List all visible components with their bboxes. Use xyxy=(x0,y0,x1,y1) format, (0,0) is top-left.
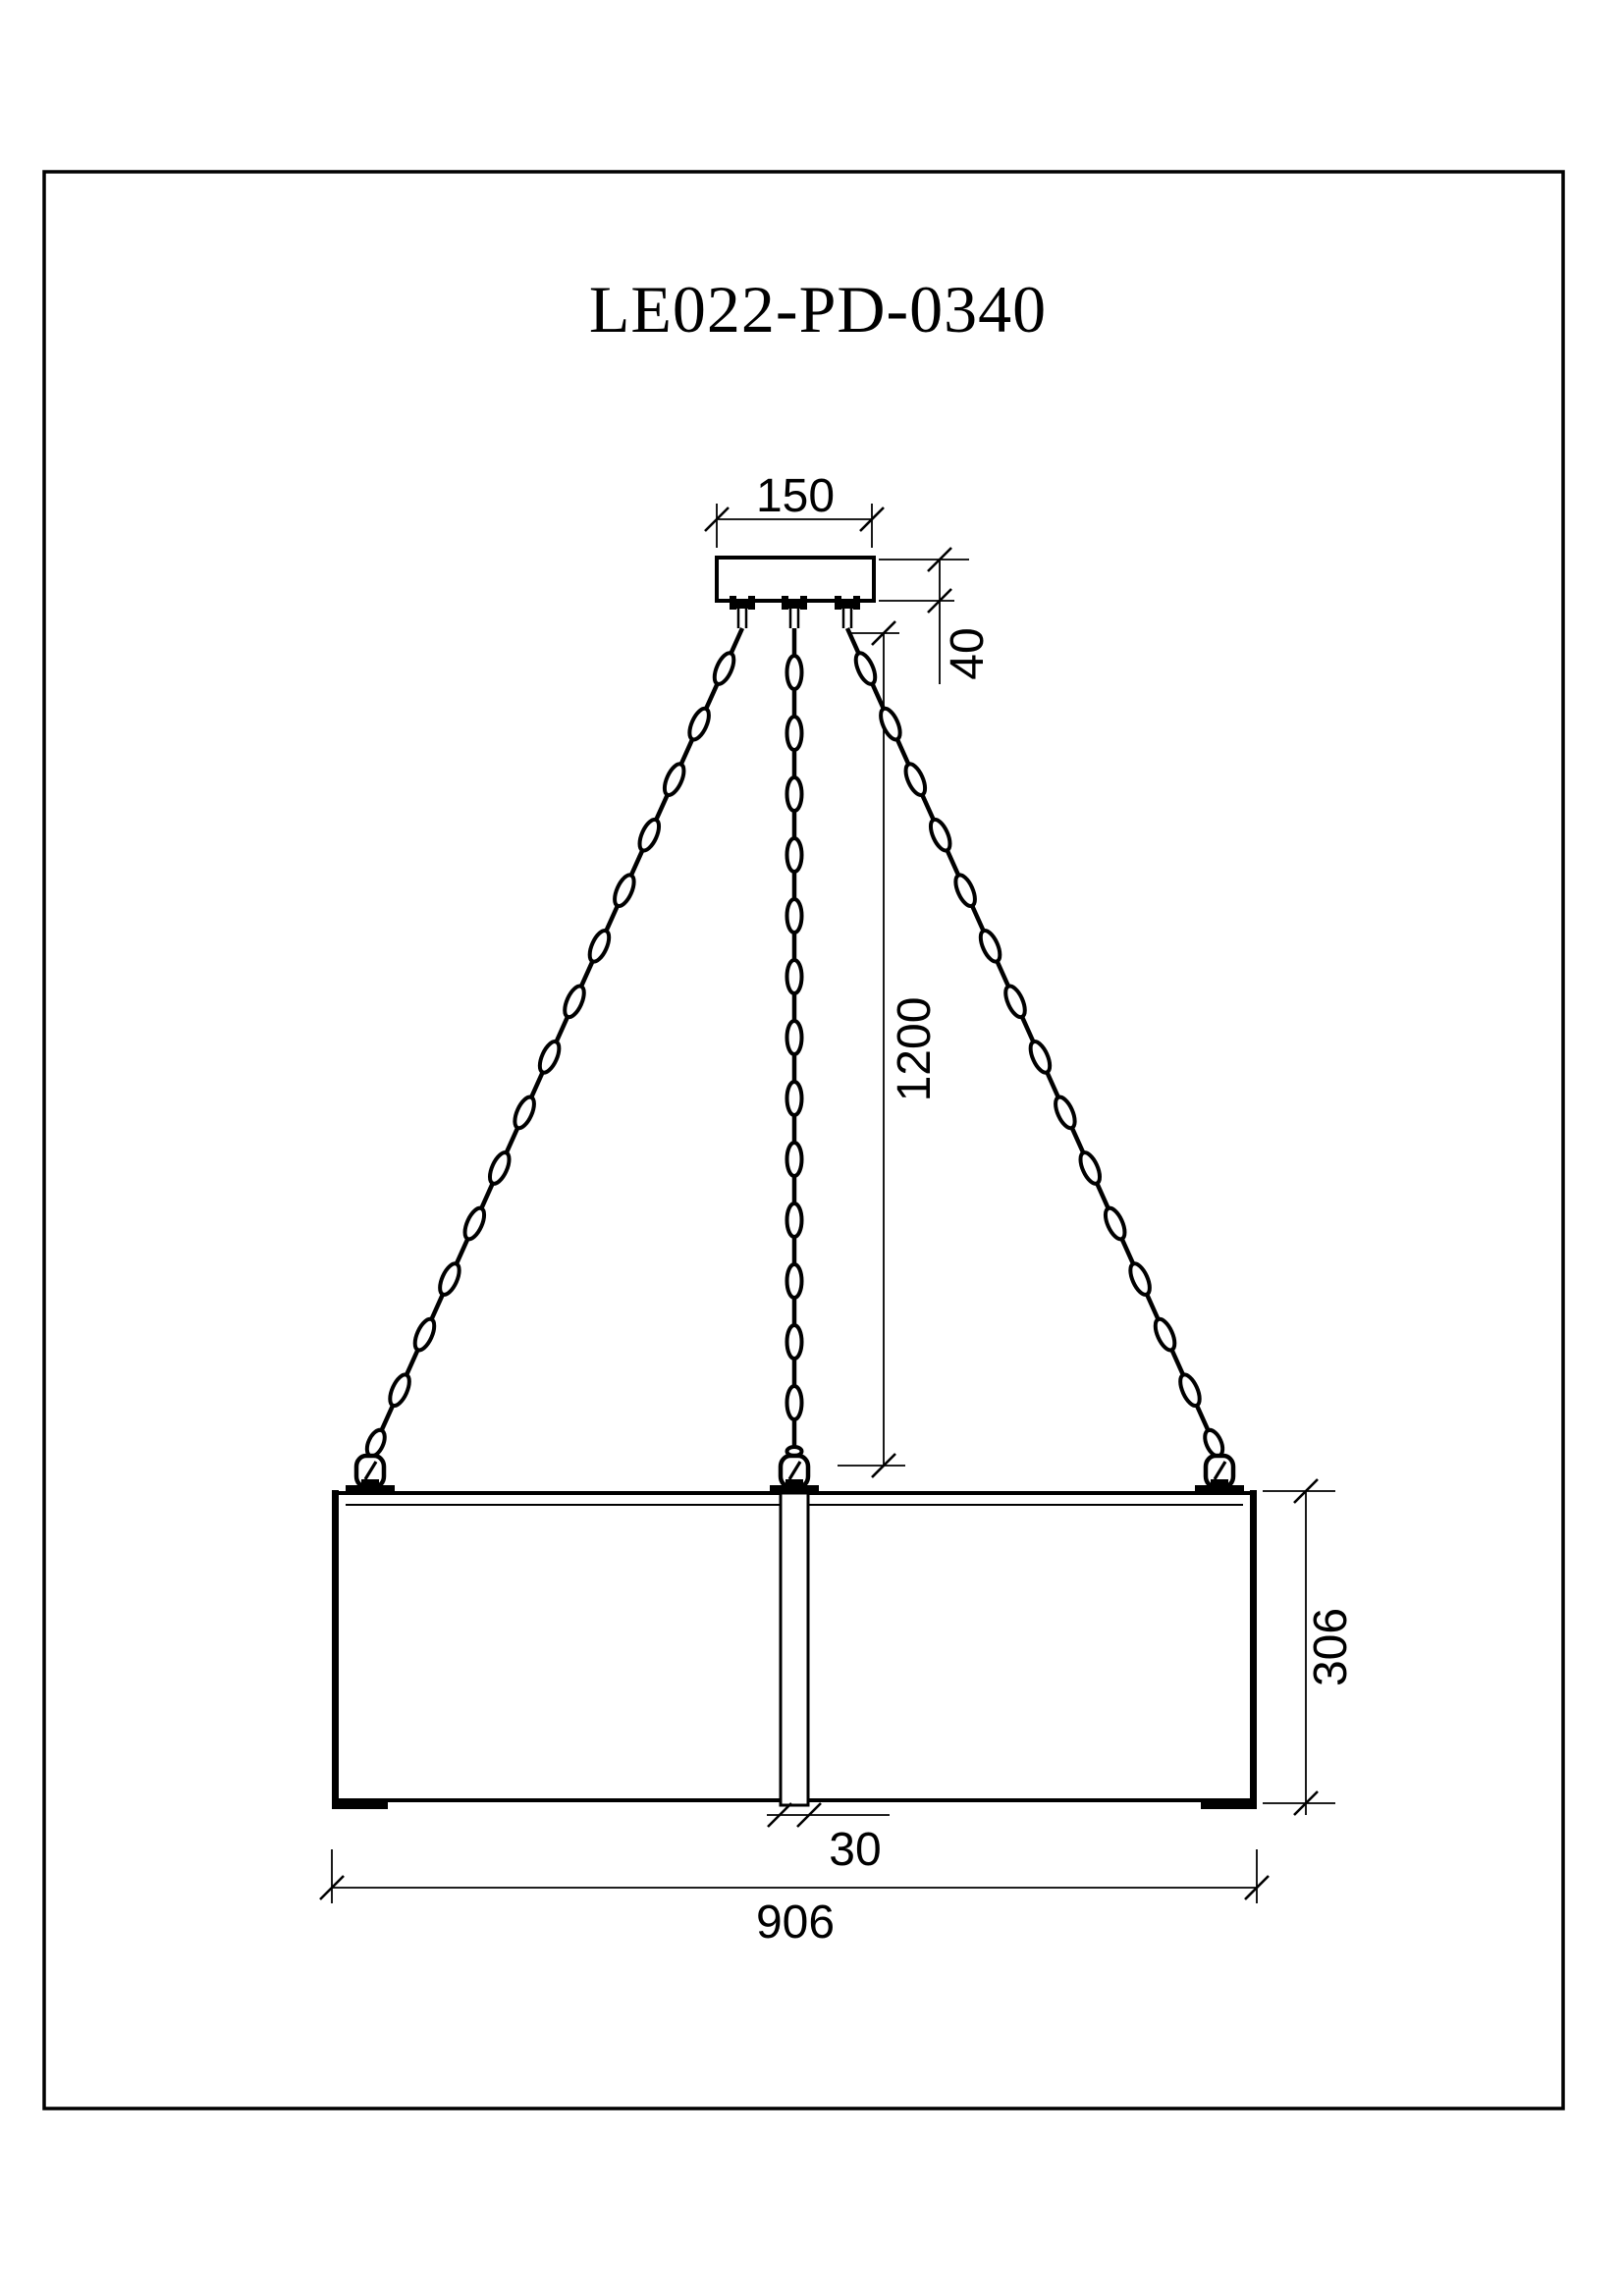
chain-link xyxy=(711,650,738,686)
chain-link xyxy=(787,899,802,933)
chain-segment xyxy=(406,1350,417,1375)
chain-link xyxy=(877,706,904,742)
chain-link xyxy=(1152,1316,1179,1353)
chain-link xyxy=(787,838,802,872)
chain-segment xyxy=(731,628,742,654)
chain-link xyxy=(1076,1149,1104,1186)
swivel-collar xyxy=(785,1479,803,1487)
chain-link xyxy=(787,1082,802,1115)
chain-segment xyxy=(1197,1406,1208,1431)
hanger-bolt xyxy=(782,596,788,610)
chain-segment xyxy=(998,961,1008,987)
chain-link xyxy=(386,1372,413,1409)
chain-link xyxy=(611,873,638,909)
dim-chain-length-label: 1200 xyxy=(889,996,941,1102)
chain-segment xyxy=(1047,1072,1057,1097)
chain-link xyxy=(1126,1260,1154,1297)
chain-segment xyxy=(656,795,667,821)
chain-link xyxy=(787,960,802,993)
dim-shade-width-lines xyxy=(320,1849,1269,1903)
chain-segment xyxy=(481,1183,492,1208)
chain-link xyxy=(1102,1205,1129,1242)
shade-bottom-right-step xyxy=(1201,1802,1257,1809)
chain-link xyxy=(536,1039,564,1075)
chain-link xyxy=(1027,1039,1055,1075)
chain-link xyxy=(1052,1095,1079,1131)
chain-segment xyxy=(382,1406,393,1431)
chain-segment xyxy=(947,850,958,876)
chain-segment xyxy=(847,628,858,654)
hanger-bolt xyxy=(748,596,755,610)
chain-segment xyxy=(557,1017,568,1042)
drawing-border xyxy=(44,172,1563,2109)
chain-link xyxy=(787,1325,802,1359)
chain-link xyxy=(661,762,688,798)
chain-link xyxy=(511,1095,538,1131)
chain-link xyxy=(787,1143,802,1176)
chain-segment xyxy=(431,1295,442,1320)
chain-link xyxy=(436,1260,463,1297)
chain-segment xyxy=(872,684,883,710)
chain-link xyxy=(787,656,802,689)
swivel-collar xyxy=(361,1479,379,1487)
chain-link xyxy=(685,706,713,742)
swivel-collar xyxy=(1211,1479,1228,1487)
chain-segment xyxy=(681,739,692,765)
dim-canopy-height-label: 40 xyxy=(942,627,994,680)
chain-segment xyxy=(922,795,933,821)
dim-shade-height-label: 306 xyxy=(1305,1607,1357,1687)
chain-link xyxy=(561,984,588,1020)
chain-segment xyxy=(457,1239,467,1264)
chain-link xyxy=(411,1316,439,1353)
hanger-bolt xyxy=(853,596,860,610)
chain-link xyxy=(486,1149,514,1186)
chain-segment xyxy=(1122,1239,1133,1264)
chain-segment xyxy=(631,850,642,876)
chain-link xyxy=(635,817,663,853)
chain-link xyxy=(787,1264,802,1298)
chain-link xyxy=(787,1386,802,1419)
suspension-chains xyxy=(363,628,1226,1459)
chain-link xyxy=(787,777,802,811)
canopy-plate xyxy=(717,558,874,601)
chain-segment xyxy=(1147,1295,1158,1320)
chain-link xyxy=(787,1203,802,1237)
chain-link xyxy=(1176,1372,1204,1409)
chain-link xyxy=(586,928,614,964)
chain-swivel-connectors xyxy=(346,1456,1244,1493)
chain-segment xyxy=(531,1072,542,1097)
chain-segment xyxy=(1097,1183,1108,1208)
chain-segment xyxy=(1072,1128,1083,1153)
shade-bottom-left-step xyxy=(332,1802,388,1809)
chain-segment xyxy=(1022,1017,1033,1042)
chain-link xyxy=(951,873,979,909)
chain-segment xyxy=(606,906,617,932)
chain-link xyxy=(460,1205,488,1242)
hanger-bolt xyxy=(730,596,736,610)
chain-link xyxy=(977,928,1004,964)
chain-segment xyxy=(1172,1350,1183,1375)
dim-rod-width-label: 30 xyxy=(829,1824,882,1876)
chain-link xyxy=(1001,984,1029,1020)
chain-link xyxy=(787,717,802,750)
chain-link xyxy=(852,650,880,686)
chain-segment xyxy=(972,906,983,932)
dim-shade-width-label: 906 xyxy=(755,1896,836,1949)
drawing-title: LE022-PD-0340 xyxy=(588,272,1048,347)
chain-link xyxy=(902,762,930,798)
hanger-bolt xyxy=(800,596,807,610)
chain-segment xyxy=(507,1128,517,1153)
center-rod xyxy=(781,1493,808,1805)
chain-segment xyxy=(897,739,908,765)
chain-link xyxy=(927,817,954,853)
chain-link xyxy=(787,1021,802,1054)
chain-segment xyxy=(581,961,592,987)
hanger-bolt xyxy=(835,596,841,610)
chain-segment xyxy=(706,684,717,710)
dim-canopy-width-label: 150 xyxy=(755,470,836,522)
